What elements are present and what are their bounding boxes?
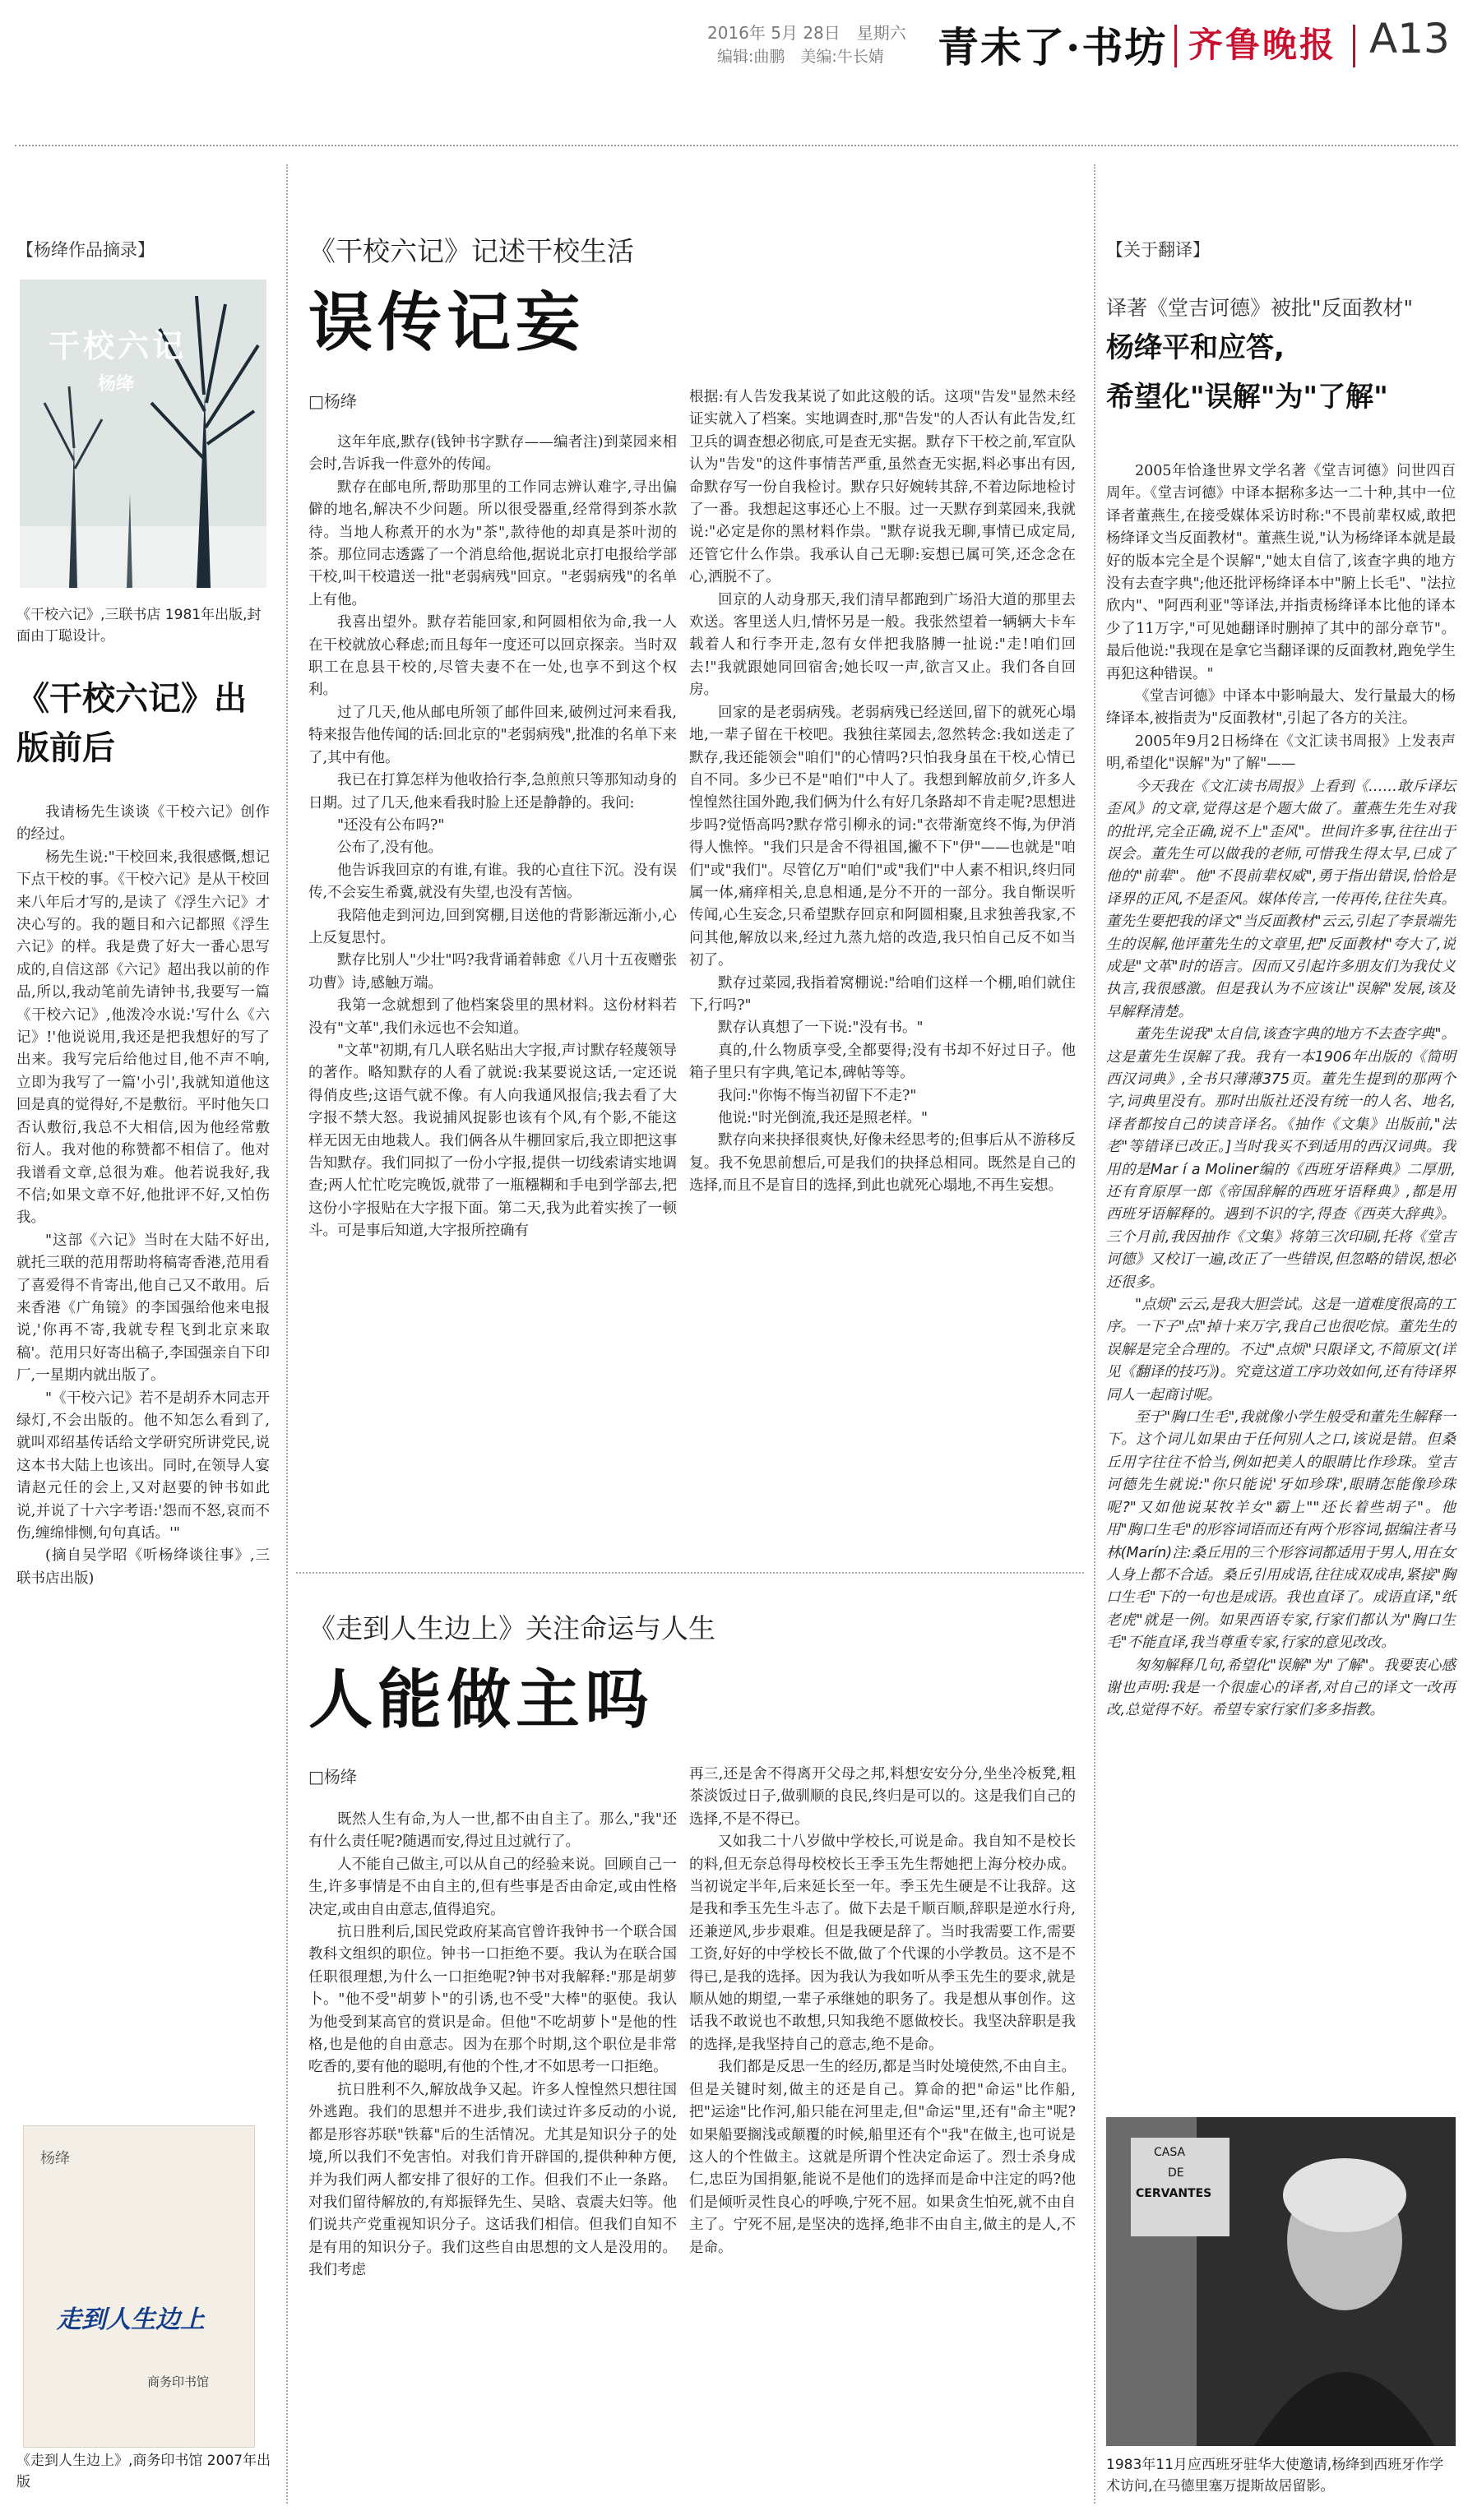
paragraph: 《堂吉诃德》中译本中影响最大、发行量最大的杨绛译本,被指责为"反面教材",引起了各方的关注。 <box>1106 688 1456 728</box>
page-number: A13 <box>1369 15 1450 62</box>
paragraph: 回京的人动身那天,我们清早都跑到广场沿大道的那里去欢送。客里送人归,情怀另是一般。我张然望着一辆辆大卡车载着人和行李开走,忽有女伴把我胳膊一扯说:"走!咱们回去!"我就跟她同回宿舍;她长叹一声,欲言又止。我们各自回房。 <box>689 591 1076 699</box>
paragraph: 我请杨先生谈谈《干校六记》创作的经过。 <box>16 804 270 844</box>
paragraph: 真的,什么物质享受,全都要得;没有书却不好过日子。他箱子里只有字典,笔记本,碑帖等等。 <box>689 1042 1076 1082</box>
article1-byline: □杨绛 <box>308 391 357 411</box>
paragraph: 他说:"时光倒流,我还是照老样。" <box>718 1110 928 1126</box>
paragraph: 抗日胜利后,国民党政府某高官曾许我钟书一个联合国教科文组织的职位。钟书一口拒绝不要。我认为在联合国任职很理想,为什么一口拒绝呢?钟书对我解释:"那是胡萝卜。"他不受"胡萝卜"的引诱,也不受"大棒"的驱使。我认为他受到某高官的赏识是命。但他"不吃胡萝卜"是他的性格,也是他的自由意志。因为在那个时期,这个职位是非常吃香的,要有他的聪明,有他的个性,才不如思考一口拒绝。 <box>308 1924 677 2076</box>
paragraph: 公布了,没有他。 <box>337 839 443 857</box>
statement-paragraph: 匆匆解释几句,希望化"误解"为"了解"。我要衷心感谢也声明:我是一个很虚心的译者,对自己的译文一改再改,总觉得不好。希望专家行家们多多指教。 <box>1106 1657 1456 1719</box>
article1-kicker: 《干校六记》记述干校生活 <box>308 235 634 267</box>
article1-column2 <box>689 386 1076 1537</box>
statement-paragraph: 至于"胸口生毛",我就像小学生般受和董先生解释一下。这个词儿如果由于任何别人之口,该说是错。但桑丘用字往往不恰当,例如把美人的眼睛比作珍珠。堂吉诃德先生就说:"你只能说'牙如珍珠',眼睛怎能像珍珠呢?"又如他说某牧羊女"霸上""还长着些胡子"。他用"胸口生毛"的形容词语而还有两个形容词,据编注者马林(Marín)注:桑丘用的三个形容词都适用于男人,用在女人身上都不合适。桑丘引用成语,往往成双成串,紧接"胸口生毛"下的一句也是成语。我也直译了。成语直译,"纸老虎"就是一例。如果西语专家,行家们都认为"胸口生毛"不能直译,我当尊重专家,行家的意见改改。 <box>1106 1409 1456 1652</box>
excerpt-title: 《干校六记》出版前后 <box>16 680 247 767</box>
paragraph: 过了几天,他从邮电所领了邮件回来,破例过河来看我,特来报告他传闻的话:回北京的"老弱病残",批准的名单下来了,其中有他。 <box>308 704 677 766</box>
paragraph: 再三,还是舍不得离开父母之邦,料想安安分分,坐坐冷板凳,粗茶淡饭过日子,做驯顺的良民,终归是可以的。这是我们自己的选择,不是不得已。 <box>689 1766 1076 1828</box>
paragraph: 人不能自己做主,可以从自己的经验来说。回顾自己一生,许多事情是不由自主的,但有些事是否由命定,或由性格决定,或由自由意志,值得追究。 <box>308 1856 677 1918</box>
paragraph: 回家的是老弱病残。老弱病残已经送回,留下的就死心塌地,一辈子留在干校吧。我独往菜园去,忽然转念:我如送走了默存,我还能领会"咱们"的心情吗?只怕我身虽在干校,心情已自不同。多少已不是"咱们"中人了。我想到解放前夕,许多人惶惶然往国外跑,我们俩为什么有好几条路却不肯走呢?思想进步吗?觉悟高吗?默存常引柳永的词:"衣带渐宽终不悔,为伊消得人憔悴。"我们只是舍不得祖国,撇不下"伊"——也就是"咱们"或"我们"。尽管亿万"咱们"或"我们"中人素不相识,终归同属一体,痛痒相关,息息相通,是分不开的一部分。我自惭误听传闻,心生妄念,只希望默存回京和阿圆相聚,且求独善我家,不问其他,解放以来,经过九蒸九焙的改造,我只怕自己反不如当初了。 <box>689 704 1076 969</box>
statement-paragraph: 今天我在《文汇读书周报》上看到《……敢斥译坛歪风》的文章,觉得这是个题大做了。董燕生先生对我的批评,完全正确,说不上"歪风"。世间许多事,往往出于误会。董先生可以做我的老师,可惜我生得太早,已成了他的"前辈"。他"不畏前辈权威",勇于指出错误,恰恰是译界的正风,不是歪风。媒体传言,一传再传,往往失真。董先生要把我的译文"当反面教材"云云,引起了李景端先生的误解,他评董先生的文章里,把"反面教材"夸大了,说成是"文革"时的语言。因而又引起许多朋友们为我仗义执言,我很感激。但是我认为不应该让"误解"发展,该及早解释清楚。 <box>1106 778 1456 1020</box>
paragraph: 我们都是反思一生的经历,都是当时处境使然,不由自主。但是关键时刻,做主的还是自己。算命的把"命运"比作船,把"运途"比作河,船只能在河里走,但"命运"里,还有"命主"呢?如果船要搁浅或颠覆的时候,船里还有个"我"在做主,也可说是这人的个性做主。这就是所谓个性决定命运了。烈士杀身成仁,忠臣为国捐躯,能说不是他们的选择而是命中注定的吗?他们是倾听灵性良心的呼唤,宁死不屈。如果贪生怕死,就不由自主了。宁死不屈,是坚决的选择,绝非不由自主,做主的是人,不是命。 <box>689 2059 1076 2256</box>
paragraph: 默存过菜园,我指着窝棚说:"给咱们这样一个棚,咱们就住下,行吗?" <box>689 974 1076 1014</box>
article1-headline: 误传记妄 <box>308 286 586 360</box>
paragraph: 默存认真想了一下说:"没有书。" <box>718 1020 924 1037</box>
paragraph: 既然人生有命,为人一世,都不由自主了。那么,"我"还有什么责任呢?随遇而安,得过且过就行了。 <box>308 1811 677 1851</box>
statement-paragraph: 董先生说我"太自信,该查字典的地方不去查字典"。这是董先生误解了我。我有一本1906年出版的《简明西汉词典》,全书只薄薄375页。董先生提到的那两个字,词典里没有。那时出版社还没有统一的人名、地名,译者都按自己的读音译名。《抽作《文集》出版前,"法老"等错译已改正。]当时我买不到适用的西汉词典。我用的是Mar í a Moliner编的《西班牙语释典》二厚册,还有育原厚一郎《帝国辞解的西班牙语释典》,都是用西班牙语解释的。遇到不识的字,得查《西英大辞典》。三个月前,我因抽作《文集》将第三次印刷,托将《堂吉诃德》又校订一遍,改正了一些错误,但忽略的错误,想必还很多。 <box>1106 1026 1456 1291</box>
author-photo <box>1106 2117 1456 2446</box>
paragraph: 2005年恰逢世界文学名著《堂吉诃德》问世四百周年。《堂吉诃德》中译本据称多达一二十种,其中一位译者董燕生,在接受媒体采访时称:"不畏前辈权威,敢把杨绛译文当反面教材"。董燕生说,"认为杨绛译本就是最好的版本完全是个误解","她太自信了,该查字典的地方没有去查字典";他还批评杨绛译本中"腑上长毛"、"法拉欣内"、"阿西利亚"等译法,并指责杨绛译本比他的译本少了11万字,"可见她翻译时删掉了其中的部分章节"。最后他说:"我现在是拿它当翻译课的反面教材,跑免学生再犯这种错误。" <box>1106 463 1456 682</box>
section-tag: 【关于翻译】 <box>1106 240 1210 260</box>
header-rule <box>15 145 1458 146</box>
column-title: 青未了·书坊 <box>938 23 1168 72</box>
paragraph: 默存向来抉择很爽快,好像未经思考的;但事后从不游移反复。我不免思前想后,可是我们的抉择总相同。既然是自己的选择,而且不是盲目的选择,到此也就死心塌地,不再生妄想。 <box>689 1132 1076 1195</box>
source-note: (摘自吴学昭《听杨绛谈往事》,三联书店出版) <box>16 1547 270 1587</box>
right-headline-line2: 希望化"误解"为"了解" <box>1106 381 1388 414</box>
issue-date: 2016年 5月 28日 星期六 <box>707 23 906 43</box>
article-divider <box>296 1572 1084 1574</box>
paragraph: "还没有公布吗?" <box>337 816 445 834</box>
article1-column1 <box>308 432 677 1537</box>
sign-line2: DE <box>1168 2166 1184 2180</box>
editors-line: 编辑:曲鹏 美编:牛长婧 <box>717 48 884 66</box>
cover-caption: 《干校六记》,三联书店 1981年出版,封面由丁聪设计。 <box>16 607 262 645</box>
paragraph: "文革"初期,有几人联名贴出大字报,声讨默存轻蔑领导的著作。略知默存的人看了就说:我某要说这话,一定还说得俏皮些;这语气就不像。有人向我通风报信;我去看了大字报不禁大怒。我说捕风捉影也该有个风,有个影,不能这样无因无由地栽人。我们俩各从牛棚回家后,我立即把这事告知默存。我们同拟了一份小字报,提供一切线索请实地调查;两人忙忙吃完晚饭,就带了一瓶糨糊和手电到学部去,把这份小字报贴在大字报下面。第二天,我为此着实挨了一顿斗。可是事后知道,大字报所控确有 <box>308 1042 677 1240</box>
cover-title: 干校六记 <box>49 327 188 364</box>
paragraph: 默存在邮电所,帮助那里的工作同志辨认难字,寻出偏僻的地名,解决不少问题。所以很受器重,经常得到茶水款待。当地人称煮开的水为"茶",款待他的却真是茶叶沏的茶。那位同志透露了一个消息给他,据说北京打电报给学部干校,叫干校遣送一批"老弱病残"回京。"老弱病残"的名单上有他。 <box>308 479 677 608</box>
cover-author: 杨绛 <box>98 374 135 395</box>
paragraph: 我陪他走到河边,回到窝棚,目送他的背影渐远渐小,心上反复思忖。 <box>308 907 677 946</box>
excerpt-body <box>16 802 270 2142</box>
paragraph: 我喜出望外。默存若能回家,和阿圆相依为命,我一人在干校就放心释虑;而且每年一度还可以回京探亲。当时双职工在息县干校的,尽管夫妻不在一处,也享不到这个权利。 <box>308 614 677 699</box>
newspaper-logo: 齐鲁晚报 <box>1188 25 1337 65</box>
paragraph: 这年年底,默存(钱钟书字默存——编者注)到菜园来相会时,告诉我一件意外的传闻。 <box>308 434 677 474</box>
article2-headline: 人能做主吗 <box>308 1663 655 1737</box>
paragraph: 默存比别人"少壮"吗?我背诵着韩愈《八月十五夜赠张功曹》诗,感触万端。 <box>308 952 677 992</box>
paragraph: 2005年9月2日杨绛在《文汇读书周报》上发表声明,希望化"误解"为"了解"—— <box>1106 733 1456 773</box>
cover2-caption: 《走到人生边上》,商务印书馆 2007年出版 <box>16 2453 271 2490</box>
article2-column2 <box>689 1764 1076 2508</box>
header-divider <box>1353 25 1355 67</box>
cover2-title: 走到人生边上 <box>57 2305 205 2334</box>
book-cover-image-2 <box>23 2125 255 2448</box>
paragraph: 他告诉我回京的有谁,有谁。我的心直往下沉。没有误传,不会妄生希冀,就没有失望,也没有苦恼。 <box>308 862 677 902</box>
book-cover-image <box>20 280 266 588</box>
paragraph: 杨先生说:"干校回来,我很感慨,想记下点干校的事。《干校六记》是从干校回来八年后才写的,是读了《浮生六记》才决心写的。我的题目和六记都照《浮生六记》的样。我是费了好大一番心思写成的,自信这部《六记》超出我以前的作品,所以,我动笔前先请钟书,我要写一篇《干校六记》,他泼冷水说:'写什么《六记》!'他说说用,我还是把我想好的写了出来。我写完后给他过目,他不声不响,立即为我写了一篇'小引',我就知道他这回是真的觉得好,不是敷衍。平时他矢口否认敷衍,我总不大相信,因为他经常敷衍人。我对他的称赞都不相信了。他对我谱看文章,总很为难。他若说我好,我不信;如果文章不好,他批评不好,又怕伤我。 <box>16 848 270 1227</box>
article2-column1 <box>308 1809 677 2508</box>
cover2-author: 杨绛 <box>40 2150 70 2167</box>
right-kicker: 译著《堂吉诃德》被批"反面教材" <box>1106 296 1413 320</box>
column-divider <box>286 164 288 2504</box>
paragraph: 我已在打算怎样为他收拾行李,急煎煎只等那知动身的日期。过了几天,他来看我时脸上还是静静的。我问: <box>308 772 677 811</box>
sign-line3: CERVANTES <box>1136 2187 1212 2200</box>
paragraph: 抗日胜利不久,解放战争又起。许多人惶惶然只想往国外逃跑。我们的思想并不进步,我们读过许多反动的小说,都是形容苏联"铁幕"后的生活情况。尤其是知识分子的处境,所以我们不免害怕。对我们肯开辟国的,提供种种方便,并为我们两人都安排了很好的工作。但我们不止一条路。对我们留待解放的,有郑振铎先生、吴晗、袁震夫妇等。他们说共产党重视知识分子。这话我们相信。但我们自知不是有用的知识分子。我们这些自由思想的文人是没用的。我们考虑 <box>308 2081 677 2279</box>
cover2-publisher: 商务印书馆 <box>147 2374 210 2389</box>
column-divider <box>1094 164 1095 2504</box>
right-body <box>1106 460 1456 1719</box>
paragraph: 根据:有人告发我某说了如此这般的话。这项"告发"显然未经证实就入了档案。实地调查时,那"告发"的人否认有此告发,红卫兵的调查想必彻底,可是查无实据。默存下干校之前,军宣队认为"告发"的这件事情苦严重,虽然查无实据,料必事出有因,命默存写一份自我检讨。默存只好婉转其辞,不着边际地检讨了一番。我想起这事还心上不服。过一天默存到菜园来,我就说:"必定是你的黑材料作祟。"默存说我无聊,事情已成定局,还管它什么作祟。我承认自己无聊:妄想已属可笑,还念念在心,洒脱不了。 <box>689 389 1076 586</box>
header-divider <box>1174 25 1177 67</box>
article2-kicker: 《走到人生边上》关注命运与人生 <box>308 1612 715 1644</box>
right-headline-line1: 杨绛平和应答, <box>1106 331 1285 364</box>
photo-illustration <box>1106 2117 1456 2446</box>
paragraph: 我问:"你悔不悔当初留下不走?" <box>718 1087 917 1104</box>
statement-paragraph: "点烦"云云,是我大胆尝试。这是一道难度很高的工序。一下子"点"掉十来万字,我自己也很吃惊。董先生的误解是完全合理的。不过"点烦"只限译文,不简原文(详见《翻译的技巧》)。究竟这道工序功效如何,还有待译界同人一起商讨呢。 <box>1106 1297 1456 1403</box>
photo-caption: 1983年11月应西班牙驻华大使邀请,杨绛到西班牙作学术访问,在马德里塞万提斯故居留影。 <box>1106 2457 1444 2495</box>
article2-byline: □杨绛 <box>308 1767 357 1787</box>
paragraph: 又如我二十八岁做中学校长,可说是命。我自知不是校长的料,但无奈总得母校校长王季玉先生帮她把上海分校办成。当初说定半年,后来延长至一年。季玉先生硬是不让我辞。这是我和季玉先生斗志了。做下去是千顺百顺,辞职是逆水行舟,还兼逆风,步步艰难。但是我硬是辞了。当时我需要工作,需要工资,好好的中学校长不做,做了个代课的小学教员。这不是不得已,是我的选择。因为我认为我如听从季玉先生的要求,就是顺从她的期望,一辈子承继她的职务了。我是想从事创作。这话我不敢说也不敢想,只知我绝不愿做校长。我坚决辞职是我的选择,是我坚持自己的意志,绝不是命。 <box>689 1833 1076 2053</box>
paragraph: "《干校六记》若不是胡乔木同志开绿灯,不会出版的。他不知怎么看到了,就叫邓绍基传话给文学研究所讲党民,说这本书大陆上也该出。同时,在领导人宴请赵元任的会上,又对赵要的钟书如此说,并说了十六字考语:'怨而不怒,哀而不伤,缠绵悱恻,句句真话。'" <box>16 1389 270 1542</box>
sign-line1: CASA <box>1154 2146 1186 2159</box>
paragraph: "这部《六记》当时在大陆不好出,就托三联的范用帮助将稿寄香港,范用看了喜爱得不肯寄出,他自己又不敢用。后来香港《广角镜》的李国强给他来电报说,'你再不寄,我就专程飞到北京来取稿'。范用只好寄出稿子,李国强亲自下印厂,一星期内就出版了。 <box>16 1232 270 1385</box>
paragraph: 我第一念就想到了他档案袋里的黑材料。这份材料若没有"文革",我们永远也不会知道。 <box>308 997 677 1037</box>
section-tag: 【杨绛作品摘录】 <box>16 240 155 260</box>
